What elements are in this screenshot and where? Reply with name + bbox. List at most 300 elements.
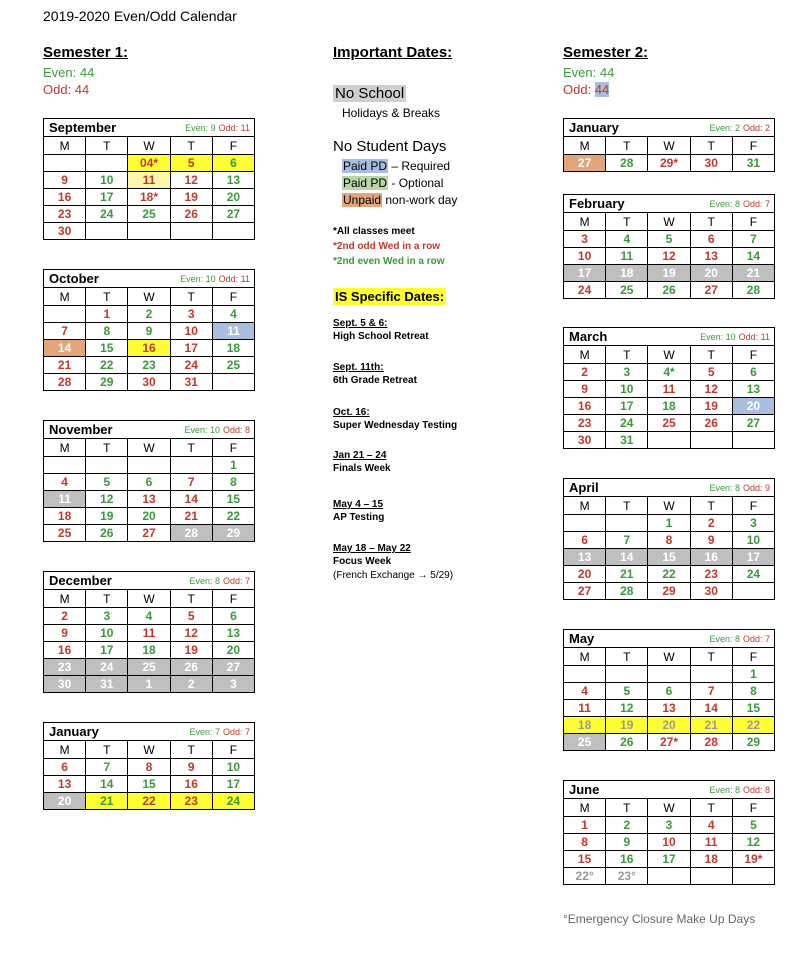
month-even-count: Even: 8 [709, 633, 740, 644]
day-cell: 12 [732, 834, 774, 850]
month-even-count: Even: 10 [180, 273, 216, 284]
day-cell: 17 [564, 265, 605, 281]
day-cell: 12 [170, 625, 212, 641]
day-cell: 23 [127, 357, 169, 373]
day-cell: 10 [85, 172, 127, 188]
day-cell: 5 [647, 231, 689, 247]
day-cell: 14 [44, 340, 85, 356]
weekday-header: M [59, 742, 70, 757]
semester1-even-count: Even: 44 [43, 65, 95, 80]
month-counts [709, 123, 770, 133]
weekday-header: F [212, 590, 254, 607]
month-june [563, 780, 775, 885]
day-cell: 24 [85, 659, 127, 675]
week-row [44, 305, 254, 322]
day-cell: 10 [732, 532, 774, 548]
day-cell: 24 [577, 283, 592, 297]
month-even-count: Even: 2 [709, 122, 740, 133]
day-cell: 31 [732, 155, 774, 171]
month-december [43, 571, 255, 693]
month-counts [709, 199, 770, 209]
day-cell: 22° [575, 869, 594, 883]
weekday-header: F [212, 288, 254, 305]
month-header [564, 630, 774, 648]
day-cell: 4* [647, 364, 689, 380]
empty-cell [85, 223, 127, 239]
day-cell: 8 [647, 532, 689, 548]
day-cell: 28 [605, 155, 647, 171]
weekday-header: T [605, 346, 647, 363]
day-cell: 31 [170, 374, 212, 390]
day-cell: 7 [61, 324, 68, 338]
day-cell: 17 [212, 776, 254, 792]
month-odd-count: Odd: 9 [742, 482, 770, 493]
weekday-header: F [732, 346, 774, 363]
weekday-header: T [170, 137, 212, 154]
week-row [564, 699, 774, 716]
day-cell: 3 [85, 608, 127, 624]
empty-cell [690, 868, 732, 884]
month-even-count: Even: 9 [185, 122, 216, 133]
weekday-header-row [44, 288, 254, 305]
weekday-header: W [647, 799, 689, 816]
day-cell: 22 [647, 566, 689, 582]
day-cell: 04* [127, 155, 169, 171]
is-event-name: AP Testing [333, 512, 385, 523]
day-cell: 30 [57, 224, 72, 238]
day-cell: 9 [690, 532, 732, 548]
month-counts [180, 274, 250, 284]
weekday-header: F [732, 799, 774, 816]
weekday-header-row [44, 590, 254, 607]
day-cell: 31 [85, 676, 127, 692]
is-event-name: Focus Week [333, 556, 392, 567]
empty-cell [85, 457, 127, 473]
day-cell: 11 [127, 625, 169, 641]
weekday-header: F [212, 137, 254, 154]
day-cell: 30 [127, 374, 169, 390]
month-odd-count: Odd: 2 [742, 122, 770, 133]
weekday-header: T [170, 439, 212, 456]
day-cell: 6 [647, 683, 689, 699]
empty-cell [690, 666, 732, 682]
day-cell: 16 [690, 549, 732, 565]
month-counts [189, 727, 250, 737]
month-header [44, 119, 254, 137]
weekday-header: F [212, 439, 254, 456]
month-odd-count: Odd: 11 [738, 331, 770, 342]
day-cell: 24 [732, 566, 774, 582]
day-cell: 5 [732, 817, 774, 833]
day-cell: 22 [212, 508, 254, 524]
paid-pd-required-legend [342, 159, 450, 173]
empty-cell [44, 457, 85, 473]
empty-cell [647, 666, 689, 682]
month-odd-count: Odd: 7 [742, 633, 770, 644]
day-cell: 11 [578, 701, 591, 715]
empty-cell [605, 666, 647, 682]
paid-pd-optional-legend [342, 176, 443, 190]
day-cell: 12 [85, 491, 127, 507]
week-row [44, 322, 254, 339]
day-cell: 17 [170, 340, 212, 356]
weekday-header-row [564, 799, 774, 816]
day-cell: 15 [647, 549, 689, 565]
week-row [564, 816, 774, 833]
day-cell: 5 [690, 364, 732, 380]
day-cell: 20 [44, 793, 85, 809]
month-even-count: Even: 8 [709, 482, 740, 493]
empty-cell [732, 868, 774, 884]
weekday-header: T [85, 288, 127, 305]
is-event-name: High School Retreat [333, 331, 429, 342]
day-cell: 6 [732, 364, 774, 380]
day-cell: 28 [605, 583, 647, 599]
week-row [44, 675, 254, 692]
month-march [563, 327, 775, 449]
unpaid-legend [342, 193, 457, 207]
day-cell: 27 [577, 584, 592, 598]
weekday-header-row [564, 346, 774, 363]
month-odd-count: Odd: 7 [222, 726, 250, 737]
weekday-header-row [564, 213, 774, 230]
day-cell: 25 [57, 526, 72, 540]
day-cell: 16 [57, 643, 72, 657]
week-row [44, 607, 254, 624]
unpaid-chip: Unpaid [343, 193, 382, 207]
weekday-header: W [127, 590, 169, 607]
week-row [564, 281, 774, 298]
day-cell: 30 [44, 676, 85, 692]
day-cell: 4 [127, 608, 169, 624]
day-cell: 19 [170, 642, 212, 658]
day-cell: 21 [690, 717, 732, 733]
month-even-count: Even: 10 [184, 424, 220, 435]
month-counts [185, 123, 250, 133]
day-cell: 30 [690, 155, 732, 171]
month-even-count: Even: 8 [709, 784, 740, 795]
semester1-odd-count: Odd: 44 [43, 82, 90, 97]
day-cell: 6 [61, 760, 68, 774]
month-name: January [569, 120, 619, 135]
day-cell: 18 [57, 509, 72, 523]
day-cell: 23 [577, 416, 592, 430]
weekday-header: W [127, 439, 169, 456]
is-event-date: Sept. 11th: [333, 362, 384, 373]
week-row [44, 154, 254, 171]
day-cell: 26 [690, 415, 732, 431]
day-cell: 10 [170, 323, 212, 339]
day-cell: 16 [127, 340, 169, 356]
month-header [564, 119, 774, 137]
weekday-header: W [647, 213, 689, 230]
is-event-name: Finals Week [333, 463, 391, 474]
month-name: June [569, 782, 600, 797]
weekday-header: M [59, 289, 70, 304]
weekday-header: M [579, 800, 590, 815]
note-even-wed: *2nd even Wed in a row [333, 256, 445, 267]
day-cell: 3 [212, 676, 254, 692]
weekday-header: M [579, 214, 590, 229]
day-cell: 28 [57, 375, 72, 389]
month-counts [709, 785, 770, 795]
day-cell: 13 [690, 248, 732, 264]
week-row [564, 514, 774, 531]
day-cell: 2 [170, 676, 212, 692]
day-cell: 21 [85, 793, 127, 809]
weekday-header: M [579, 498, 590, 513]
day-cell: 21 [605, 566, 647, 582]
month-header [564, 195, 774, 213]
week-row [564, 582, 774, 599]
day-cell: 9 [170, 759, 212, 775]
weekday-header: F [732, 213, 774, 230]
day-cell: 29 [732, 734, 774, 750]
month-header [564, 328, 774, 346]
week-row [44, 775, 254, 792]
month-odd-count: Odd: 7 [742, 198, 770, 209]
day-cell: 9 [605, 834, 647, 850]
day-cell: 23 [57, 207, 72, 221]
week-row [564, 716, 774, 733]
day-cell: 18* [127, 189, 169, 205]
empty-cell [127, 223, 169, 239]
day-cell: 6 [690, 231, 732, 247]
day-cell: 12 [690, 381, 732, 397]
day-cell: 22 [85, 357, 127, 373]
day-cell: 18 [690, 851, 732, 867]
weekday-header-row [44, 741, 254, 758]
day-cell: 19 [647, 265, 689, 281]
weekday-header: W [647, 346, 689, 363]
day-cell: 15 [127, 776, 169, 792]
note-odd-wed: *2nd odd Wed in a row [333, 241, 441, 252]
day-cell: 6 [212, 608, 254, 624]
week-row [564, 548, 774, 565]
month-odd-count: Odd: 7 [222, 575, 250, 586]
day-cell: 5 [85, 474, 127, 490]
empty-cell [732, 583, 774, 599]
day-cell: 13 [647, 700, 689, 716]
month-october [43, 269, 255, 391]
day-cell: 15 [577, 852, 592, 866]
day-cell: 16 [170, 776, 212, 792]
day-cell: 22 [127, 793, 169, 809]
day-cell: 25 [127, 206, 169, 222]
day-cell: 27 [212, 659, 254, 675]
day-cell: 31 [605, 432, 647, 448]
day-cell: 29 [212, 525, 254, 541]
day-cell: 17 [605, 398, 647, 414]
empty-cell [564, 515, 605, 531]
weekday-header-row [564, 497, 774, 514]
empty-cell [690, 432, 732, 448]
paid-pd-required-chip: Paid PD [343, 159, 388, 173]
weekday-header: M [59, 591, 70, 606]
day-cell: 15 [85, 340, 127, 356]
is-specific-heading: IS Specific Dates: [335, 289, 445, 304]
day-cell: 15 [732, 700, 774, 716]
semester2-heading: Semester 2: [563, 44, 649, 61]
is-event-note: (French Exchange → 5/29) [333, 570, 454, 581]
week-row [44, 456, 254, 473]
month-name: April [569, 480, 599, 495]
day-cell: 14 [170, 491, 212, 507]
day-cell: 19* [732, 851, 774, 867]
no-school-label: No School [335, 85, 405, 102]
day-cell: 14 [85, 776, 127, 792]
day-cell: 25 [564, 734, 605, 750]
month-january [563, 118, 775, 172]
day-cell: 9 [127, 323, 169, 339]
day-cell: 8 [85, 323, 127, 339]
empty-cell [44, 155, 85, 171]
week-row [564, 154, 774, 171]
day-cell: 7 [732, 231, 774, 247]
day-cell: 3 [170, 306, 212, 322]
day-cell: 4 [581, 684, 588, 698]
month-name: December [49, 573, 112, 588]
day-cell: 27 [212, 206, 254, 222]
semester2-odd-count [563, 82, 609, 97]
day-cell: 17 [732, 549, 774, 565]
day-cell: 9 [61, 626, 68, 640]
empty-cell [85, 155, 127, 171]
weekday-header: F [212, 741, 254, 758]
month-even-count: Even: 10 [700, 331, 736, 342]
day-cell: 25 [605, 282, 647, 298]
day-cell: 27 [127, 525, 169, 541]
week-row [44, 524, 254, 541]
page-title: 2019-2020 Even/Odd Calendar [43, 8, 237, 24]
day-cell: 28 [732, 282, 774, 298]
day-cell: 4 [61, 475, 68, 489]
week-row [44, 473, 254, 490]
day-cell: 7 [85, 759, 127, 775]
weekday-header: W [127, 741, 169, 758]
weekday-header-row [44, 439, 254, 456]
month-name: November [49, 422, 113, 437]
day-cell: 2 [61, 609, 68, 623]
weekday-header: M [59, 440, 70, 455]
month-september [43, 118, 255, 240]
empty-cell [44, 306, 85, 322]
month-even-count: Even: 8 [189, 575, 220, 586]
day-cell: 26 [85, 525, 127, 541]
day-cell: 26 [605, 734, 647, 750]
week-row [44, 373, 254, 390]
week-row [44, 758, 254, 775]
week-row [44, 188, 254, 205]
day-cell: 12 [605, 700, 647, 716]
day-cell: 5 [170, 608, 212, 624]
week-row [564, 565, 774, 582]
week-row [564, 230, 774, 247]
weekday-header: W [127, 137, 169, 154]
weekday-header: T [605, 137, 647, 154]
day-cell: 5 [170, 155, 212, 171]
week-row [44, 792, 254, 809]
month-counts [700, 332, 770, 342]
day-cell: 20 [127, 508, 169, 524]
day-cell: 11 [605, 248, 647, 264]
empty-cell [564, 666, 605, 682]
week-row [44, 205, 254, 222]
day-cell: 8 [212, 474, 254, 490]
day-cell: 14 [732, 248, 774, 264]
weekday-header: T [690, 137, 732, 154]
day-cell: 6 [212, 155, 254, 171]
day-cell: 1 [647, 515, 689, 531]
day-cell: 27 [564, 155, 605, 171]
empty-cell [732, 432, 774, 448]
month-header [564, 479, 774, 497]
weekday-header: T [690, 799, 732, 816]
day-cell: 15 [212, 491, 254, 507]
weekday-header: T [170, 741, 212, 758]
day-cell: 17 [85, 642, 127, 658]
day-cell: 14 [605, 549, 647, 565]
unpaid-text: non-work day [382, 193, 458, 207]
day-cell: 3 [732, 515, 774, 531]
month-may [563, 629, 775, 751]
empty-cell [170, 457, 212, 473]
month-name: March [569, 329, 608, 344]
day-cell: 10 [605, 381, 647, 397]
day-cell: 19 [690, 398, 732, 414]
empty-cell [212, 374, 254, 390]
day-cell: 13 [564, 549, 605, 565]
month-counts [709, 483, 770, 493]
holidays-label: Holidays & Breaks [342, 106, 441, 120]
weekday-header: F [732, 137, 774, 154]
day-cell: 9 [581, 382, 588, 396]
day-cell: 26 [170, 659, 212, 675]
is-event-name: Super Wednesday Testing [333, 420, 458, 431]
day-cell: 23° [605, 868, 647, 884]
day-cell: 17 [85, 189, 127, 205]
month-even-count: Even: 7 [189, 726, 220, 737]
week-row [44, 624, 254, 641]
weekday-header: W [647, 648, 689, 665]
weekday-header: T [605, 799, 647, 816]
paid-pd-optional-text: - Optional [388, 176, 444, 190]
week-row [564, 247, 774, 264]
week-row [564, 414, 774, 431]
month-name: January [49, 724, 99, 739]
day-cell: 2 [127, 306, 169, 322]
day-cell: 18 [212, 340, 254, 356]
day-cell: 22 [732, 717, 774, 733]
month-name: October [49, 271, 99, 286]
week-row [564, 733, 774, 750]
day-cell: 4 [605, 231, 647, 247]
week-row [44, 641, 254, 658]
day-cell: 13 [732, 381, 774, 397]
weekday-header: T [605, 213, 647, 230]
weekday-header: T [85, 590, 127, 607]
month-counts [184, 425, 250, 435]
weekday-header: T [170, 590, 212, 607]
empty-cell [170, 223, 212, 239]
weekday-header: F [732, 648, 774, 665]
day-cell: 29 [85, 374, 127, 390]
week-row [564, 867, 774, 884]
weekday-header: T [85, 741, 127, 758]
weekday-header: W [647, 137, 689, 154]
week-row [564, 850, 774, 867]
day-cell: 14 [690, 700, 732, 716]
